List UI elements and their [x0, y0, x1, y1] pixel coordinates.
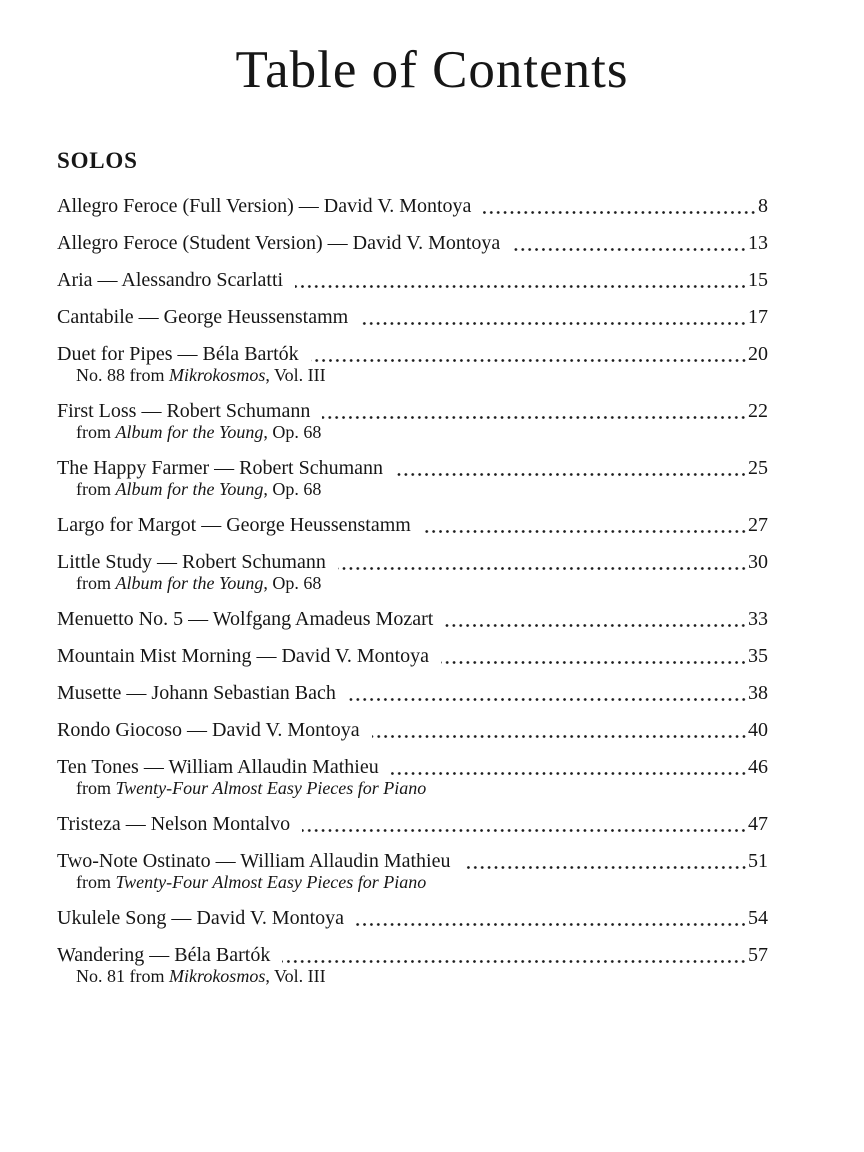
toc-entry-line [57, 644, 768, 668]
entry-title-composer: Musette — Johann Sebastian Bach [57, 682, 341, 705]
entry-title-composer: Wandering — Béla Bartók [57, 944, 276, 967]
toc-entry-line [57, 513, 768, 537]
toc-entry [57, 513, 768, 537]
dot-leader-icon [441, 660, 747, 665]
entry-page-number: 20 [748, 343, 768, 366]
dot-leader-icon [338, 566, 747, 571]
toc-entry-line [57, 342, 768, 366]
entry-title-composer: Mountain Mist Morning — David V. Montoya [57, 645, 435, 668]
entry-subtitle-prefix: from [76, 778, 116, 799]
entry-page-number: 38 [748, 682, 768, 705]
dot-leader-icon [348, 697, 747, 702]
entry-page-number: 51 [748, 850, 768, 873]
entry-title-composer: The Happy Farmer — Robert Schumann [57, 457, 389, 480]
entry-title-composer: Ten Tones — William Allaudin Mathieu [57, 756, 384, 779]
dot-leader-icon [282, 959, 747, 964]
entry-subtitle-suffix: , Op. 68 [263, 479, 322, 500]
entry-page-number: 54 [748, 907, 768, 930]
toc-entry [57, 812, 768, 836]
entry-page-number: 27 [748, 514, 768, 537]
entry-title-composer: Allegro Feroce (Student Version) — David V. Montoya [57, 232, 506, 255]
toc-entry [57, 755, 768, 799]
dot-leader-icon [512, 247, 747, 252]
toc-entry-line [57, 681, 768, 705]
toc-entry-line [57, 550, 768, 574]
dot-leader-icon [445, 623, 747, 628]
entry-page-number: 33 [748, 608, 768, 631]
entry-page-number: 30 [748, 551, 768, 574]
toc-entry-line [57, 268, 768, 292]
toc-list [57, 194, 768, 987]
toc-entry-line [57, 906, 768, 930]
entry-title-composer: Duet for Pipes — Béla Bartók [57, 343, 304, 366]
entry-title-composer: First Loss — Robert Schumann [57, 400, 316, 423]
entry-page-number: 13 [748, 232, 768, 255]
entry-page-number: 46 [748, 756, 768, 779]
entry-title-composer: Ukulele Song — David V. Montoya [57, 907, 350, 930]
entry-subtitle [76, 778, 768, 799]
entry-subtitle [76, 365, 768, 386]
entry-title-composer: Tristeza — Nelson Montalvo [57, 813, 296, 836]
entry-page-number: 25 [748, 457, 768, 480]
entry-page-number: 47 [748, 813, 768, 836]
toc-entry [57, 342, 768, 386]
entry-page-number: 8 [758, 195, 768, 218]
entry-subtitle [76, 872, 768, 893]
toc-entry [57, 550, 768, 594]
toc-entry [57, 681, 768, 705]
entry-subtitle-suffix: , Op. 68 [263, 422, 322, 443]
entry-page-number: 40 [748, 719, 768, 742]
entry-page-number: 35 [748, 645, 768, 668]
dot-leader-icon [483, 210, 757, 215]
entry-subtitle-suffix: , Vol. III [265, 365, 326, 386]
entry-subtitle-prefix: No. 88 from [76, 365, 169, 386]
entry-subtitle-prefix: from [76, 422, 116, 443]
section-heading-solos: SOLOS [57, 148, 138, 174]
dot-leader-icon [395, 472, 747, 477]
entry-title-composer: Menuetto No. 5 — Wolfgang Amadeus Mozart [57, 608, 439, 631]
entry-subtitle-work-title: Twenty-Four Almost Easy Pieces for Piano [115, 778, 427, 799]
entry-subtitle-work-title: Album for the Young [115, 573, 264, 594]
dot-leader-icon [322, 415, 747, 420]
entry-subtitle-work-title: Album for the Young [115, 479, 264, 500]
toc-entry [57, 906, 768, 930]
entry-title-composer: Two-Note Ostinato — William Allaudin Mathieu [57, 850, 456, 873]
toc-entry [57, 943, 768, 987]
entry-subtitle [76, 479, 768, 500]
toc-entry [57, 268, 768, 292]
toc-entry [57, 607, 768, 631]
entry-subtitle-prefix: No. 81 from [76, 966, 169, 987]
dot-leader-icon [372, 734, 747, 739]
entry-subtitle-work-title: Twenty-Four Almost Easy Pieces for Piano [115, 872, 427, 893]
entry-title-composer: Cantabile — George Heussenstamm [57, 306, 354, 329]
entry-title-composer: Largo for Margot — George Heussenstamm [57, 514, 416, 537]
dot-leader-icon [463, 865, 748, 870]
dot-leader-icon [311, 358, 747, 363]
dot-leader-icon [295, 284, 747, 289]
dot-leader-icon [360, 321, 747, 326]
toc-entry-line [57, 305, 768, 329]
entry-page-number: 15 [748, 269, 768, 292]
entry-subtitle-prefix: from [76, 573, 116, 594]
toc-entry-line [57, 718, 768, 742]
dot-leader-icon [302, 828, 747, 833]
toc-entry [57, 644, 768, 668]
toc-entry-line [57, 849, 768, 873]
toc-entry-line [57, 194, 768, 218]
entry-subtitle-work-title: Mikrokosmos [169, 966, 266, 987]
entry-subtitle-suffix: , Vol. III [265, 966, 326, 987]
entry-page-number: 17 [748, 306, 768, 329]
toc-entry [57, 718, 768, 742]
toc-entry-line [57, 943, 768, 967]
entry-subtitle [76, 966, 768, 987]
entry-subtitle-work-title: Mikrokosmos [169, 365, 266, 386]
toc-entry [57, 456, 768, 500]
dot-leader-icon [356, 922, 747, 927]
dot-leader-icon [423, 529, 747, 534]
toc-entry-line [57, 456, 768, 480]
toc-entry-line [57, 812, 768, 836]
entry-title-composer: Aria — Alessandro Scarlatti [57, 269, 289, 292]
toc-entry [57, 849, 768, 893]
dot-leader-icon [391, 771, 747, 776]
toc-entry [57, 231, 768, 255]
toc-entry-line [57, 231, 768, 255]
entry-subtitle [76, 573, 768, 594]
toc-entry-line [57, 755, 768, 779]
entry-page-number: 22 [748, 400, 768, 423]
toc-entry [57, 194, 768, 218]
entry-title-composer: Allegro Feroce (Full Version) — David V. Montoya [57, 195, 477, 218]
toc-entry [57, 305, 768, 329]
entry-page-number: 57 [748, 944, 768, 967]
toc-entry [57, 399, 768, 443]
toc-entry-line [57, 399, 768, 423]
page-title: Table of Contents [235, 41, 629, 99]
entry-subtitle-suffix: , Op. 68 [263, 573, 322, 594]
entry-subtitle [76, 422, 768, 443]
entry-title-composer: Rondo Giocoso — David V. Montoya [57, 719, 365, 742]
entry-subtitle-prefix: from [76, 479, 116, 500]
entry-subtitle-work-title: Album for the Young [115, 422, 264, 443]
toc-entry-line [57, 607, 768, 631]
entry-title-composer: Little Study — Robert Schumann [57, 551, 331, 574]
entry-subtitle-prefix: from [76, 872, 116, 893]
